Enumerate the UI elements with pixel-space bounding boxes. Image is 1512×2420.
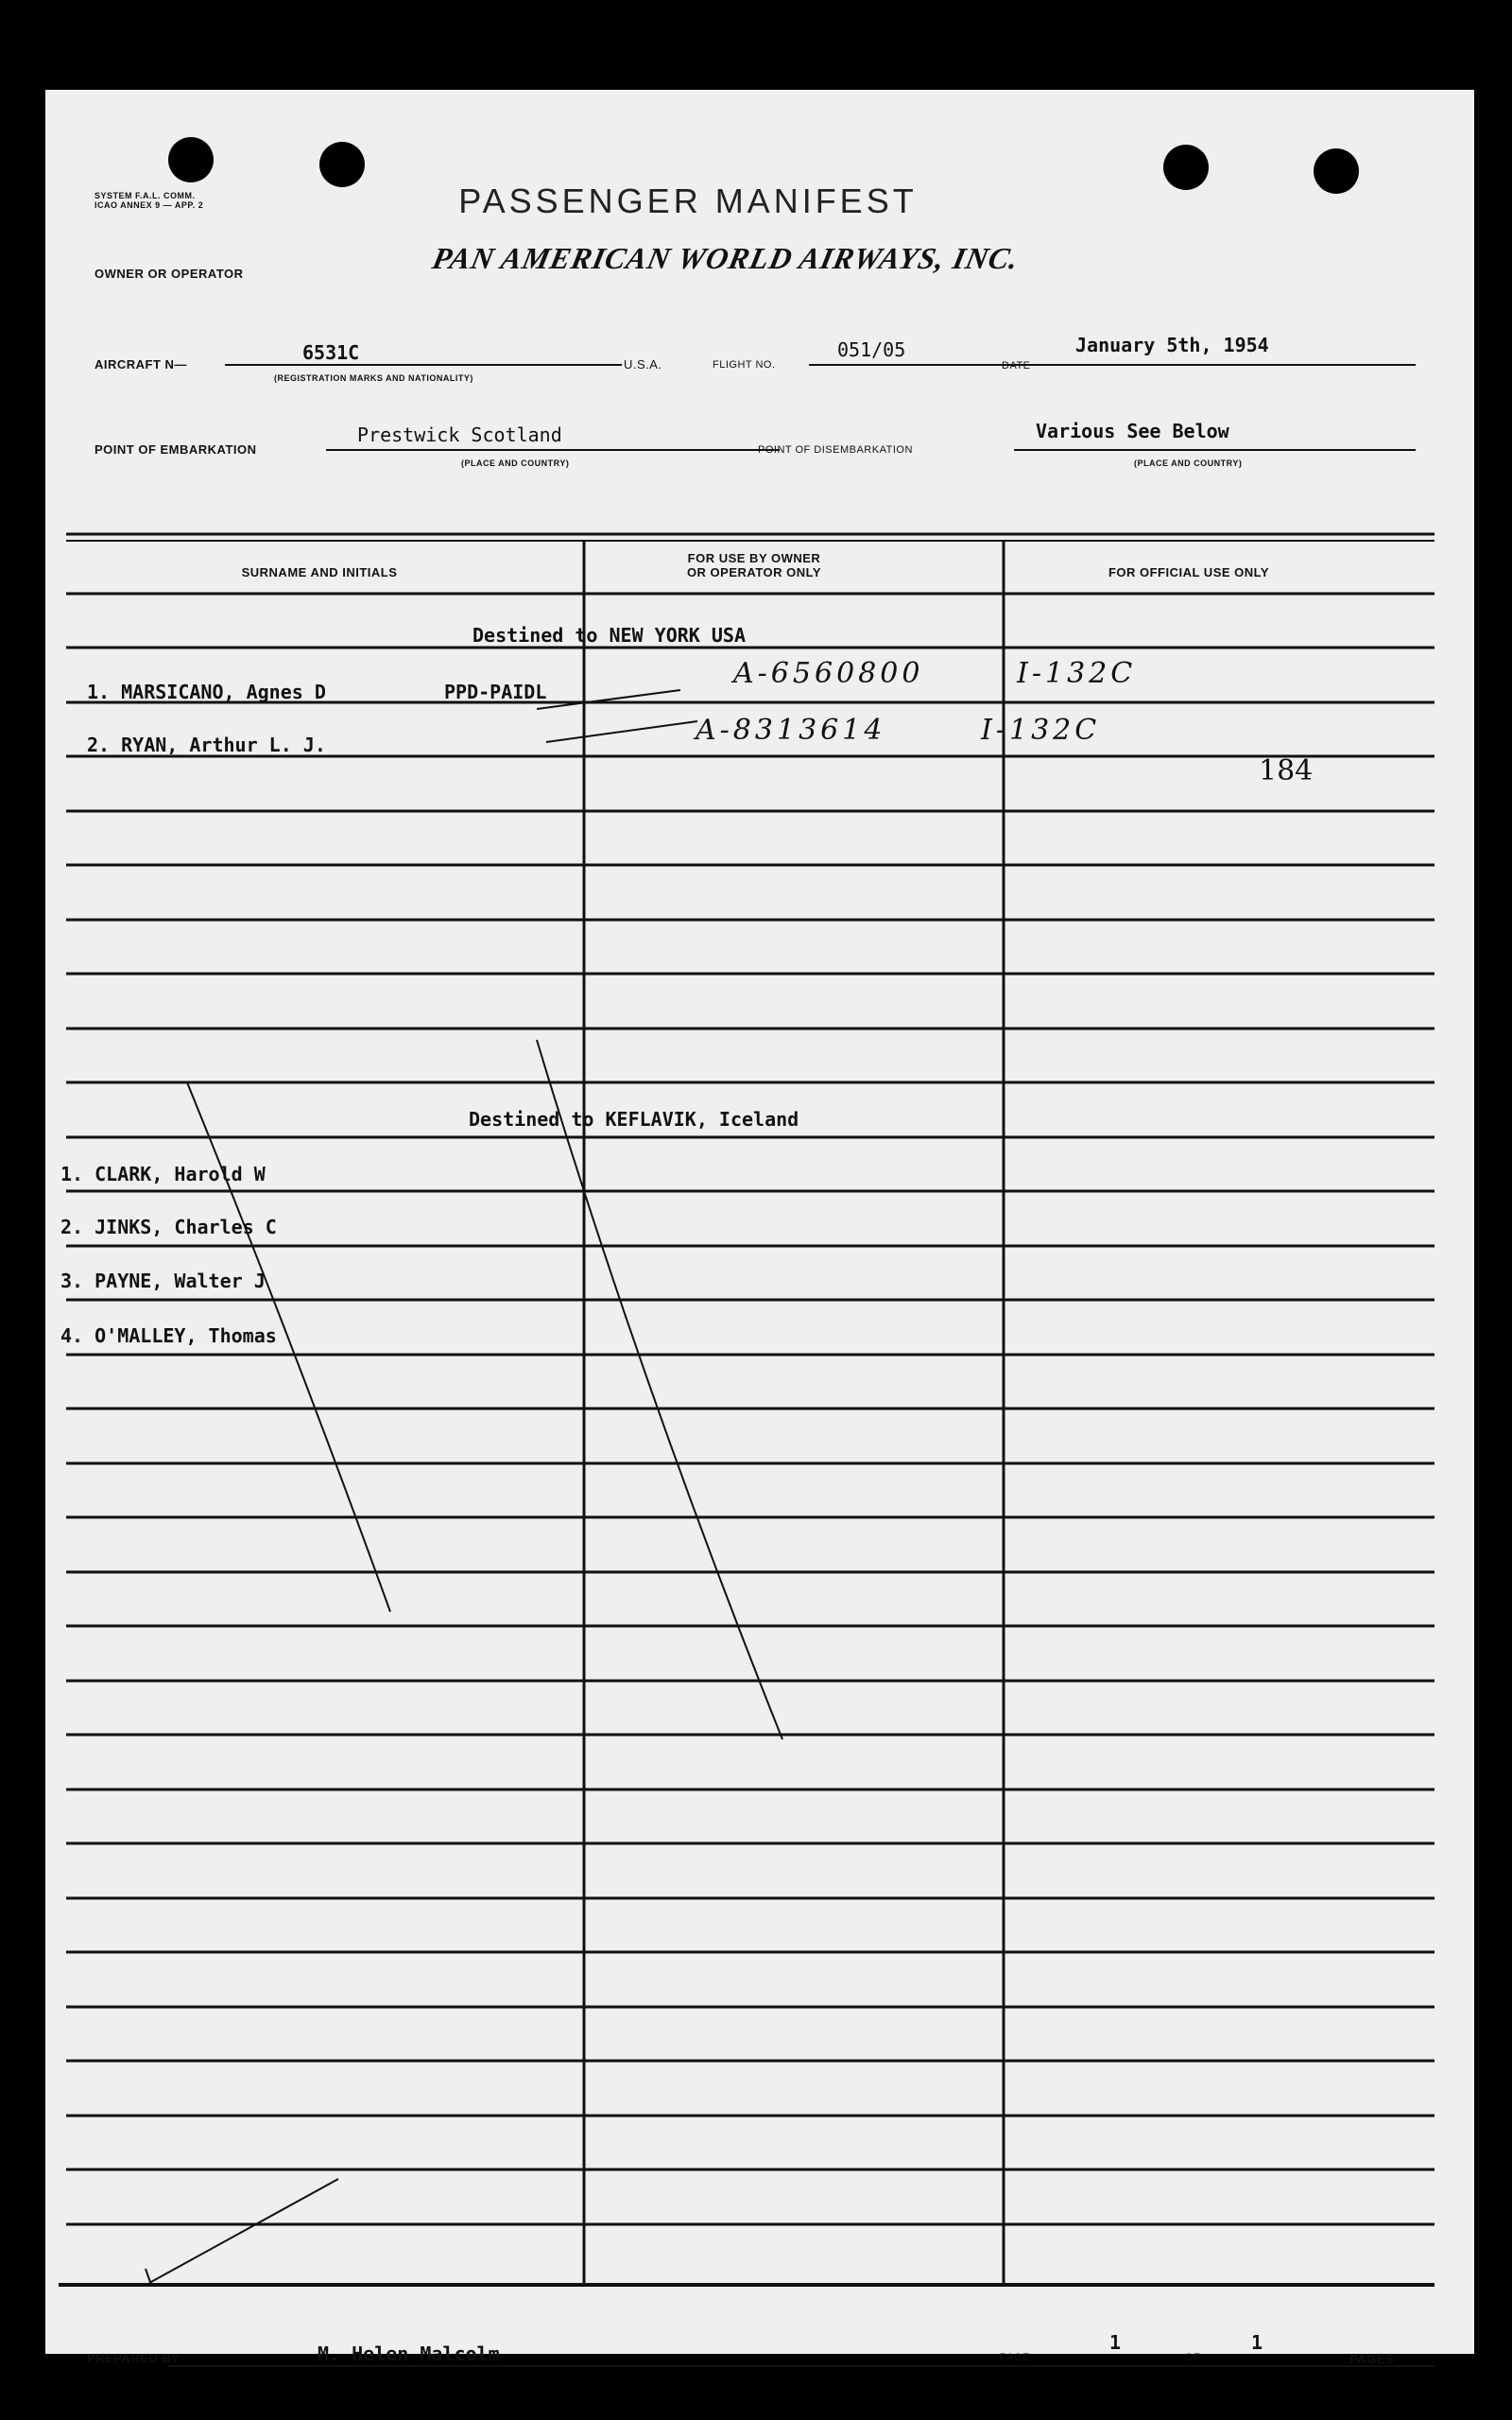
col-header-official: FOR OFFICIAL USE ONLY [1108,565,1270,579]
group-heading-new-york: Destined to NEW YORK USA [472,624,746,647]
disembarkation-caption: (PLACE AND COUNTRY) [1134,458,1243,468]
registration-caption: (REGISTRATION MARKS AND NATIONALITY) [274,373,473,383]
flight-value: 051/05 [837,338,906,361]
passenger-name: 3. PAYNE, Walter J [60,1270,266,1292]
total-pages: 1 [1251,2331,1263,2354]
page-label: PAGE [1000,2352,1030,2363]
pen-stroke [146,2269,151,2285]
official-handwritten-code: I-132C [981,714,1101,747]
aircraft-label: AIRCRAFT N— [94,357,187,372]
disembarkation-value: Various See Below [1036,420,1229,442]
embarkation-value: Prestwick Scotland [357,424,562,446]
pages-label: PAGES [1349,2352,1395,2366]
page-number: 1 [1109,2331,1122,2354]
of-label: OF [1185,2352,1201,2363]
official-number: 184 [1259,754,1314,787]
date-label: DATE [1002,360,1031,372]
manifest-page [45,90,1474,2366]
aircraft-value: 6531C [302,341,360,364]
passenger-name: 2. JINKS, Charles C [60,1216,277,1238]
company-name: PAN AMERICAN WORLD AIRWAYS, INC. [429,241,1022,275]
disembarkation-label: POINT OF DISEMBARKATION [758,444,913,456]
pen-stroke [149,2179,338,2283]
embarkation-label: POINT OF EMBARKATION [94,442,257,457]
date-value: January 5th, 1954 [1075,334,1269,356]
col-header-owner-line: FOR USE BY OWNER [687,551,821,565]
passenger-name: 1. CLARK, Harold W [60,1163,266,1185]
prepared-by-value: M. Helen Malcolm [318,2342,500,2365]
pen-stroke [537,690,680,709]
group-heading-keflavik: Destined to KEFLAVIK, Iceland [469,1108,799,1131]
usa-label: U.S.A. [624,357,662,372]
passenger-name: 1. MARSICANO, Agnes D [87,681,326,703]
system-reference-line: ICAO ANNEX 9 — APP. 2 [94,200,204,210]
owner-handwritten-number: A-6560800 [733,657,924,690]
system-reference-line: SYSTEM F.A.L. COMM. [94,191,196,200]
pen-stroke [187,1082,390,1612]
embarkation-caption: (PLACE AND COUNTRY) [461,458,570,468]
form-title: PASSENGER MANIFEST [458,182,918,220]
owner-label: OWNER OR OPERATOR [94,267,244,281]
pen-stroke [546,721,697,742]
col-header-surname: SURNAME AND INITIALS [241,565,398,579]
col-header-owner [556,551,953,579]
pen-stroke [537,1040,782,1739]
flight-label: FLIGHT NO. [713,359,776,371]
official-handwritten-code: I-132C [1017,657,1137,690]
prepared-by-label: PREPARED BY [87,2351,180,2365]
col-header-owner-line: OR OPERATOR ONLY [686,565,822,579]
passenger-note: PPD-PAIDL [444,681,547,703]
passenger-name: 2. RYAN, Arthur L. J. [87,734,326,756]
owner-handwritten-number: A-8313614 [696,714,886,747]
passenger-name: 4. O'MALLEY, Thomas [60,1324,277,1347]
